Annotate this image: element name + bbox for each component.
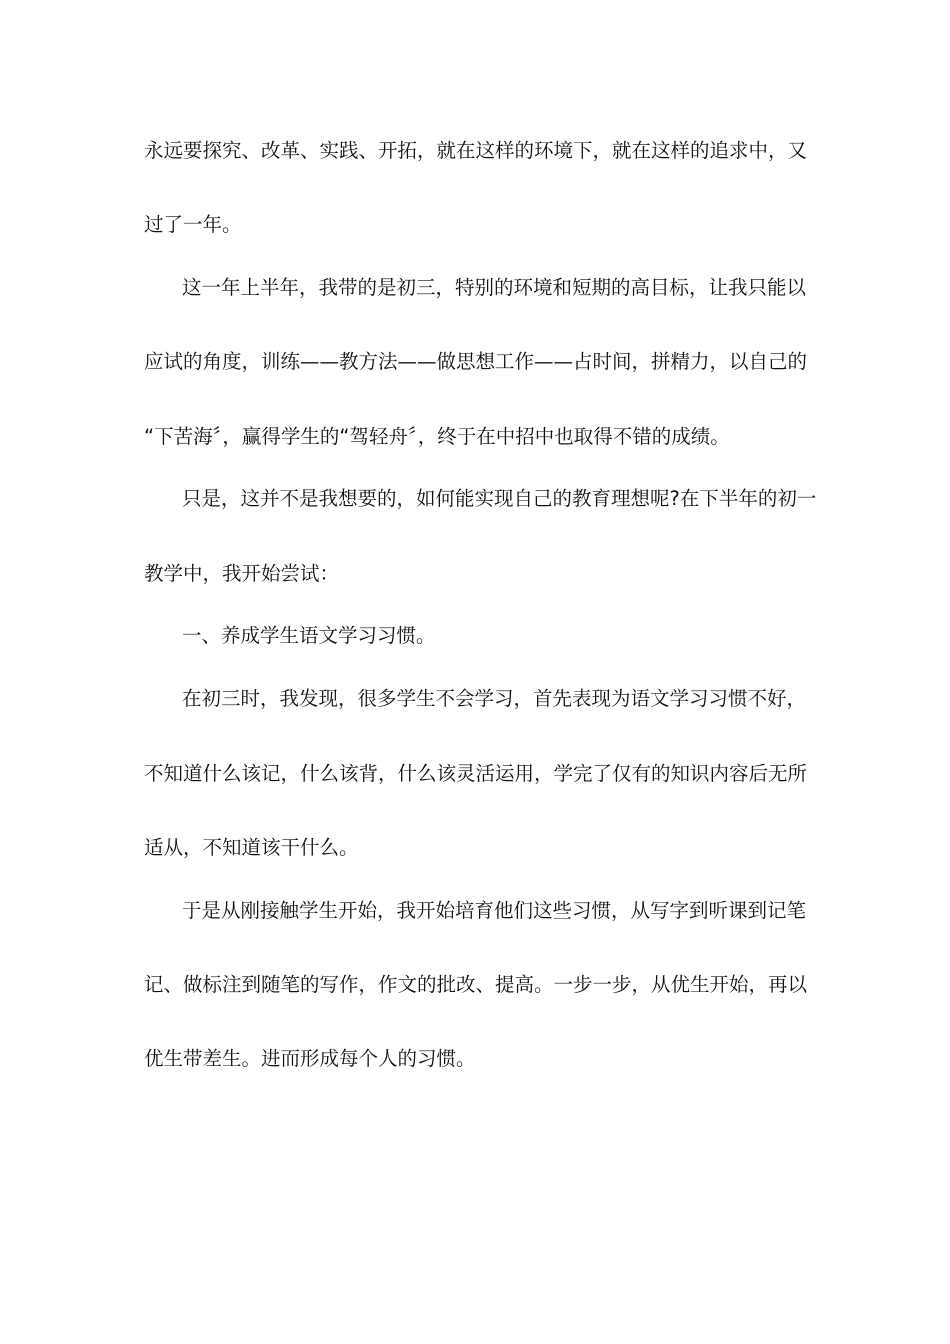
text-line: 教学中，我开始尝试： [144,562,340,585]
text-line: 永远要探究、改革、实践、开拓，就在这样的环境下，就在这样的追求中，又 [144,139,808,162]
paragraph-line: 于是从刚接触学生开始，我开始培育他们这些习惯，从写字到听课到记笔 [182,899,807,922]
text-line: 适从，不知道该干什么。 [144,836,359,859]
text-line: 不知道什么该记，什么该背，什么该灵活运用，学完了仅有的知识内容后无所 [144,762,808,785]
text-line: 记、做标注到随笔的写作，作文的批改、提高。一步一步，从优生开始，再以 [144,973,808,996]
paragraph-line: 在初三时，我发现，很多学生不会学习，首先表现为语文学习习惯不好， [182,687,807,710]
text-line: “下苦海〞，赢得学生的“驾轻舟〞，终于在中招中也取得不错的成绩。 [144,425,730,448]
paragraph-line: 这一年上半年，我带的是初三，特别的环境和短期的高目标，让我只能以 [182,276,807,299]
section-heading: 一、养成学生语文学习习惯。 [182,624,436,647]
paragraph-line: 只是，这并不是我想要的，如何能实现自己的教育理想呢?在下半年的初一 [182,487,817,510]
text-line: 应试的角度，训练——教方法——做思想工作——占时间，拼精力，以自己的 [144,350,808,373]
text-line: 优生带差生。进而形成每个人的习惯。 [144,1047,476,1070]
text-line: 过了一年。 [144,213,242,236]
